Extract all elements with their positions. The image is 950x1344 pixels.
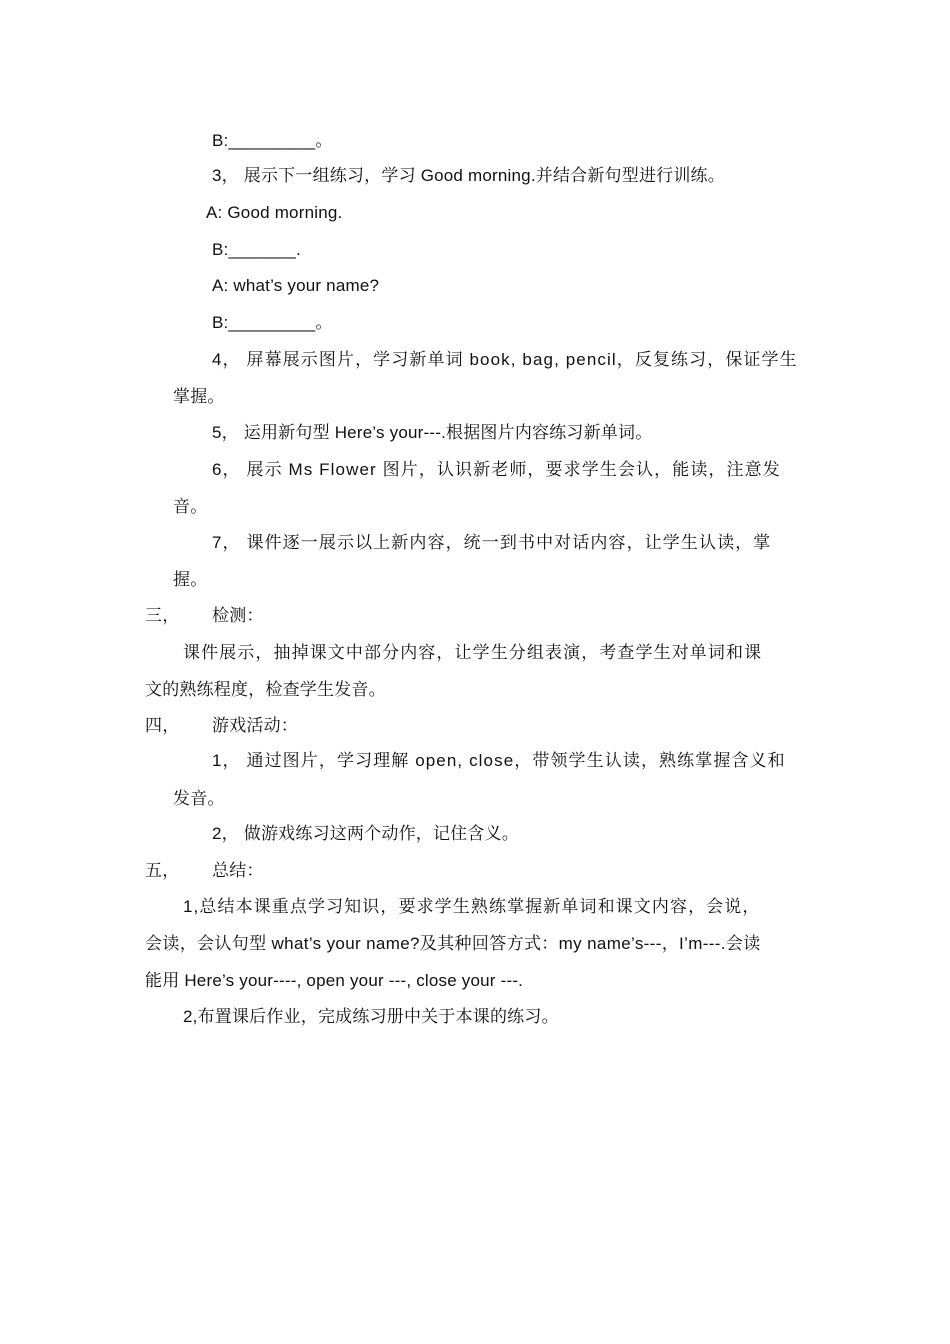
section-4-heading: 游戏活动：	[212, 716, 298, 735]
step-7-text: 7， 课件逐一展示以上新内容，统一到书中对话内容，让学生认读，掌	[212, 533, 772, 552]
activity-1-text: 1， 通过图片，学习理解 open, close，带领学生认读，熟练掌握含义和	[212, 751, 786, 770]
step-7-text-continued: 握。	[173, 570, 208, 589]
dialogue-line-b-answer: B:_________。	[212, 131, 333, 150]
step-4-text-continued: 掌握。	[173, 387, 225, 406]
summary-1-text: 1,总结本课重点学习知识，要求学生熟练掌握新单词和课文内容，会说，	[183, 897, 761, 916]
section-5-heading: 总结：	[212, 861, 264, 880]
summary-1-text-line-3: 能用 Here’s your----, open your ---, close your ---.	[145, 971, 524, 990]
activity-1-text-continued: 发音。	[173, 789, 225, 808]
section-3-body: 课件展示，抽掉课文中部分内容，让学生分组表演，考查学生对单词和课	[183, 643, 763, 662]
dialogue-line-b-name: B:_________。	[212, 313, 333, 332]
dialogue-line-a-greeting: A: Good morning.	[206, 203, 343, 222]
summary-2-text: 2,布置课后作业，完成练习册中关于本课的练习。	[183, 1007, 559, 1026]
section-3-number: 三，	[145, 606, 180, 625]
step-6-text: 6， 展示 Ms Flower 图片，认识新老师，要求学生会认，能读，注意发	[212, 460, 781, 479]
step-4-text: 4， 屏幕展示图片，学习新单词 book, bag, pencil，反复练习，保证学生	[212, 350, 798, 369]
step-6-text-continued: 音。	[173, 497, 208, 516]
summary-1-text-line-2: 会读，会认句型 what’s your name?及其种回答方式：my name’s---，I’m---.会读	[145, 934, 761, 953]
section-3-body-continued: 文的熟练程度，检查学生发音。	[145, 680, 386, 699]
step-5-text: 5， 运用新句型 Here’s your---.根据图片内容练习新单词。	[212, 423, 653, 442]
section-5-number: 五，	[145, 861, 180, 880]
section-4-number: 四，	[145, 716, 180, 735]
step-3-text: 3， 展示下一组练习，学习 Good morning.并结合新句型进行训练。	[212, 166, 725, 185]
section-3-heading: 检测：	[212, 606, 264, 625]
dialogue-line-a-question: A: what’s your name?	[212, 276, 380, 295]
activity-2-text: 2， 做游戏练习这两个动作，记住含义。	[212, 824, 519, 843]
dialogue-line-b-greeting: B:_______.	[212, 240, 301, 259]
